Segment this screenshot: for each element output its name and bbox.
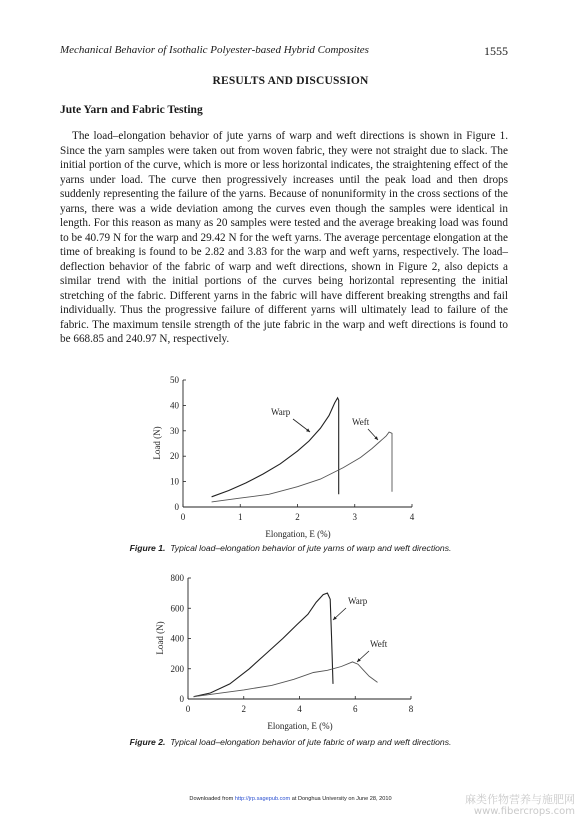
fig2-series-warp-line — [194, 593, 333, 697]
figure1-caption — [0, 543, 581, 553]
fig2-y-tick-label: 0 — [179, 694, 184, 704]
section-title: RESULTS AND DISCUSSION — [212, 75, 369, 87]
fig2-x-axis-label: Elongation, E (%) — [267, 721, 333, 731]
figure2-caption — [0, 737, 581, 747]
fig2-y-axis-label: Load (N) — [155, 621, 165, 655]
fig2-annotation-weft: Weft — [370, 639, 388, 649]
download-link[interactable]: http://jrp.sagepub.com — [234, 796, 291, 802]
fig2-y-tick-label: 200 — [170, 663, 184, 674]
figure2-caption-label: Figure 2. — [129, 737, 166, 747]
fig1-x-tick-label: 2 — [295, 512, 300, 522]
fig1-x-tick-label: 1 — [238, 512, 243, 522]
fig2-y-tick-label: 400 — [170, 633, 184, 644]
fig1-y-axis-label: Load (N) — [152, 426, 162, 460]
fig1-x-tick-label: 3 — [352, 512, 357, 522]
fig2-y-tick-label: 600 — [170, 603, 184, 614]
fig1-y-tick-label: 30 — [170, 425, 179, 436]
fig1-x-tick-label: 0 — [180, 512, 186, 522]
fig2-series-weft-line — [194, 662, 378, 697]
fig2-x-tick-label: 8 — [408, 704, 414, 714]
body-paragraph: The load–elongation behavior of jute yarns of warp and weft directions is shown in Figure 1. Since the yarn samples were taken out from woven fabric, they were not straight due to slack. The initial portion of the curve, which is more or less horizontal indicates, the straightening effect of the yarns under load. The curve then progressively increases until the peak load and then drops suddenly representing the failure of the yarns. Because of nonuniformity in the cross sections of the yarns, there was a wide deviation among the curves even though the samples were identical in length. For this reason as many as 20 samples were tested and the average breaking load was found to be 40.79 N for the warp and 29.42 N for the weft yarns. The average percentage elongation at the time of breaking is found to be 2.82 and 3.83 for the warp and weft yarns, respectively. The load–deflection behavior of the fabric of warp and weft directions, shown in Figure 2, also depicts a similar trend with the initial portions of the curves being horizontal representing the initial stretching of the fabric. Different yarns in the fabric will have different breaking strengths and fail individually. Thus the progressive failure of different yarns will ultimately lead to failure of the fabric. The maximum tensile strength of the jute fabric in the warp and weft directions is found to be 668.85 and 240.97 N, respectively. — [60, 130, 508, 345]
figure1-caption-text: Typical load–elongation behavior of jute yarns of warp and weft directions. — [170, 543, 452, 553]
fig1-annotation-weft: Weft — [352, 417, 370, 427]
fig1-y-tick-label: 20 — [170, 451, 179, 462]
fig2-annotation-warp: Warp — [348, 596, 368, 606]
fig1-y-tick-label: 40 — [170, 400, 179, 411]
fig1-annotation-warp-arrowhead — [306, 428, 310, 432]
download-prefix: Downloaded from — [189, 796, 235, 802]
fig2-x-tick-label: 4 — [297, 704, 302, 714]
fig2-y-tick-label: 800 — [170, 573, 184, 583]
watermark-line1: 麻类作物营养与施肥网 — [465, 793, 575, 806]
fig1-x-axis-label: Elongation, E (%) — [265, 529, 331, 539]
fig2-x-tick-label: 0 — [185, 704, 191, 714]
fig1-series-weft-line — [212, 432, 392, 502]
subsection-title: Jute Yarn and Fabric Testing — [60, 104, 203, 116]
watermark-line2: www.fibercrops.com — [473, 806, 575, 817]
running-title: Mechanical Behavior of Isothalic Polyester-based Hybrid Composites — [60, 44, 369, 56]
watermark — [465, 794, 575, 818]
fig1-y-tick-label: 0 — [174, 502, 179, 512]
figure1-caption-label: Figure 1. — [129, 543, 166, 553]
page-number: 1555 — [484, 44, 508, 58]
fig2-x-tick-label: 2 — [241, 704, 246, 714]
download-suffix: at Donghua University on June 28, 2010 — [290, 796, 392, 802]
fig2-x-tick-label: 6 — [353, 704, 358, 714]
fig1-x-tick-label: 4 — [409, 512, 415, 522]
figure2-caption-text: Typical load–elongation behavior of jute fabric of warp and weft directions. — [170, 737, 452, 747]
fig1-y-tick-label: 10 — [170, 476, 179, 487]
fig1-y-tick-label: 50 — [170, 375, 179, 385]
fig1-annotation-warp: Warp — [271, 407, 291, 417]
